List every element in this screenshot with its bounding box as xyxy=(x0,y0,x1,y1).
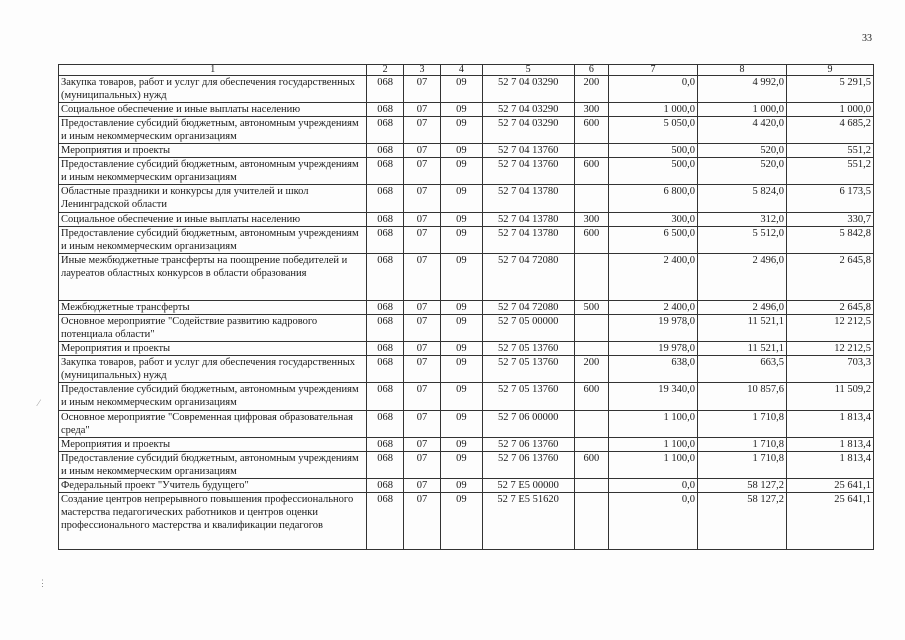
row-amount-col9: 1 813,4 xyxy=(786,452,873,479)
row-ministry-code: 068 xyxy=(367,76,403,103)
row-target-article: 52 7 04 03290 xyxy=(482,103,574,117)
row-subsection: 09 xyxy=(441,356,482,383)
row-amount-col7: 1 100,0 xyxy=(609,452,698,479)
row-amount-col7: 1 100,0 xyxy=(609,411,698,438)
row-name: Мероприятия и проекты xyxy=(59,342,367,356)
row-expense-type xyxy=(574,315,608,342)
row-amount-col7: 0,0 xyxy=(609,493,698,550)
row-name: Предоставление субсидий бюджетным, автономным учреждениям и иным некоммерческим организациям xyxy=(59,117,367,144)
row-subsection: 09 xyxy=(441,479,482,493)
row-target-article: 52 7 04 03290 xyxy=(482,117,574,144)
row-amount-col8: 520,0 xyxy=(698,158,787,185)
row-ministry-code: 068 xyxy=(367,144,403,158)
row-amount-col8: 1 000,0 xyxy=(698,103,787,117)
row-amount-col7: 500,0 xyxy=(609,144,698,158)
row-section: 07 xyxy=(403,103,440,117)
row-subsection: 09 xyxy=(441,158,482,185)
row-amount-col7: 6 800,0 xyxy=(609,185,698,213)
row-subsection: 09 xyxy=(441,213,482,227)
row-amount-col7: 300,0 xyxy=(609,213,698,227)
row-name: Создание центров непрерывного повышения профессионального мастерства педагогических работников и центров оценки профессионального мастерства и квалификации педагогов xyxy=(59,493,367,550)
row-ministry-code: 068 xyxy=(367,493,403,550)
row-target-article: 52 7 04 13760 xyxy=(482,158,574,185)
row-amount-col8: 1 710,8 xyxy=(698,438,787,452)
row-amount-col7: 2 400,0 xyxy=(609,254,698,301)
table-row xyxy=(59,117,874,144)
row-expense-type xyxy=(574,185,608,213)
row-target-article: 52 7 05 13760 xyxy=(482,383,574,411)
row-amount-col8: 4 420,0 xyxy=(698,117,787,144)
row-expense-type xyxy=(574,342,608,356)
row-name: Областные праздники и конкурсы для учителей и школ Ленинградской области xyxy=(59,185,367,213)
table-row xyxy=(59,227,874,254)
row-expense-type: 600 xyxy=(574,452,608,479)
row-subsection: 09 xyxy=(441,383,482,411)
row-name: Социальное обеспечение и иные выплаты населению xyxy=(59,213,367,227)
row-section: 07 xyxy=(403,76,440,103)
row-name: Мероприятия и проекты xyxy=(59,144,367,158)
row-amount-col8: 11 521,1 xyxy=(698,315,787,342)
row-amount-col8: 4 992,0 xyxy=(698,76,787,103)
table-row xyxy=(59,301,874,315)
row-section: 07 xyxy=(403,254,440,301)
row-ministry-code: 068 xyxy=(367,342,403,356)
row-amount-col7: 19 340,0 xyxy=(609,383,698,411)
row-amount-col9: 330,7 xyxy=(786,213,873,227)
row-name: Основное мероприятие "Современная цифровая образовательная среда" xyxy=(59,411,367,438)
row-amount-col9: 5 291,5 xyxy=(786,76,873,103)
row-amount-col7: 0,0 xyxy=(609,76,698,103)
row-expense-type xyxy=(574,479,608,493)
row-target-article: 52 7 04 03290 xyxy=(482,76,574,103)
row-subsection: 09 xyxy=(441,493,482,550)
row-section: 07 xyxy=(403,411,440,438)
row-ministry-code: 068 xyxy=(367,383,403,411)
row-subsection: 09 xyxy=(441,438,482,452)
table-row xyxy=(59,383,874,411)
row-target-article: 52 7 06 00000 xyxy=(482,411,574,438)
table-row xyxy=(59,213,874,227)
row-amount-col8: 1 710,8 xyxy=(698,411,787,438)
row-amount-col7: 5 050,0 xyxy=(609,117,698,144)
row-subsection: 09 xyxy=(441,411,482,438)
row-amount-col7: 1 000,0 xyxy=(609,103,698,117)
row-amount-col8: 5 512,0 xyxy=(698,227,787,254)
row-amount-col8: 312,0 xyxy=(698,213,787,227)
row-expense-type xyxy=(574,144,608,158)
row-ministry-code: 068 xyxy=(367,452,403,479)
row-amount-col8: 11 521,1 xyxy=(698,342,787,356)
row-amount-col9: 25 641,1 xyxy=(786,493,873,550)
row-ministry-code: 068 xyxy=(367,315,403,342)
row-amount-col9: 551,2 xyxy=(786,144,873,158)
row-amount-col9: 2 645,8 xyxy=(786,254,873,301)
row-expense-type: 300 xyxy=(574,103,608,117)
row-section: 07 xyxy=(403,158,440,185)
row-name: Мероприятия и проекты xyxy=(59,438,367,452)
header-row xyxy=(59,65,874,76)
row-target-article: 52 7 04 13780 xyxy=(482,185,574,213)
row-amount-col9: 25 641,1 xyxy=(786,479,873,493)
table-row xyxy=(59,254,874,301)
row-amount-col7: 500,0 xyxy=(609,158,698,185)
row-expense-type xyxy=(574,411,608,438)
row-section: 07 xyxy=(403,356,440,383)
row-target-article: 52 7 05 00000 xyxy=(482,315,574,342)
row-name: Основное мероприятие "Содействие развитию кадрового потенциала области" xyxy=(59,315,367,342)
row-name: Закупка товаров, работ и услуг для обеспечения государственных (муниципальных) нужд xyxy=(59,356,367,383)
row-ministry-code: 068 xyxy=(367,479,403,493)
row-section: 07 xyxy=(403,452,440,479)
table-row xyxy=(59,356,874,383)
row-expense-type xyxy=(574,493,608,550)
row-section: 07 xyxy=(403,213,440,227)
row-subsection: 09 xyxy=(441,254,482,301)
row-target-article: 52 7 04 13780 xyxy=(482,213,574,227)
row-amount-col9: 11 509,2 xyxy=(786,383,873,411)
row-target-article: 52 7 06 13760 xyxy=(482,438,574,452)
column-header: 3 xyxy=(403,65,440,76)
row-amount-col8: 2 496,0 xyxy=(698,301,787,315)
row-expense-type: 600 xyxy=(574,227,608,254)
row-expense-type: 300 xyxy=(574,213,608,227)
row-subsection: 09 xyxy=(441,144,482,158)
row-subsection: 09 xyxy=(441,103,482,117)
row-amount-col8: 2 496,0 xyxy=(698,254,787,301)
row-section: 07 xyxy=(403,493,440,550)
table-row xyxy=(59,315,874,342)
column-header: 6 xyxy=(574,65,608,76)
row-subsection: 09 xyxy=(441,227,482,254)
table-row xyxy=(59,342,874,356)
row-target-article: 52 7 04 72080 xyxy=(482,254,574,301)
row-amount-col7: 638,0 xyxy=(609,356,698,383)
row-ministry-code: 068 xyxy=(367,356,403,383)
table-row xyxy=(59,493,874,550)
row-amount-col9: 551,2 xyxy=(786,158,873,185)
row-expense-type: 200 xyxy=(574,356,608,383)
row-amount-col7: 1 100,0 xyxy=(609,438,698,452)
row-amount-col7: 6 500,0 xyxy=(609,227,698,254)
row-target-article: 52 7 E5 00000 xyxy=(482,479,574,493)
row-ministry-code: 068 xyxy=(367,103,403,117)
column-header: 4 xyxy=(441,65,482,76)
row-name: Предоставление субсидий бюджетным, автономным учреждениям и иным некоммерческим организациям xyxy=(59,452,367,479)
row-name: Федеральный проект "Учитель будущего" xyxy=(59,479,367,493)
margin-scribble: ⁄ xyxy=(38,398,40,408)
table-row xyxy=(59,479,874,493)
row-amount-col9: 703,3 xyxy=(786,356,873,383)
row-subsection: 09 xyxy=(441,117,482,144)
row-expense-type xyxy=(574,254,608,301)
row-name: Иные межбюджетные трансферты на поощрение победителей и лауреатов областных конкурсов в области образования xyxy=(59,254,367,301)
table-row xyxy=(59,103,874,117)
table-row xyxy=(59,411,874,438)
row-expense-type xyxy=(574,438,608,452)
row-section: 07 xyxy=(403,227,440,254)
row-target-article: 52 7 04 72080 xyxy=(482,301,574,315)
row-name: Закупка товаров, работ и услуг для обеспечения государственных (муниципальных) нужд xyxy=(59,76,367,103)
table-row xyxy=(59,158,874,185)
column-header: 8 xyxy=(698,65,787,76)
row-expense-type: 500 xyxy=(574,301,608,315)
row-section: 07 xyxy=(403,383,440,411)
row-amount-col9: 1 000,0 xyxy=(786,103,873,117)
row-subsection: 09 xyxy=(441,452,482,479)
page-number: 33 xyxy=(862,33,872,44)
table-row xyxy=(59,438,874,452)
row-ministry-code: 068 xyxy=(367,254,403,301)
row-section: 07 xyxy=(403,342,440,356)
table-row xyxy=(59,76,874,103)
row-ministry-code: 068 xyxy=(367,117,403,144)
column-header: 5 xyxy=(482,65,574,76)
row-ministry-code: 068 xyxy=(367,438,403,452)
row-target-article: 52 7 E5 51620 xyxy=(482,493,574,550)
table-row xyxy=(59,185,874,213)
row-name: Предоставление субсидий бюджетным, автономным учреждениям и иным некоммерческим организациям xyxy=(59,383,367,411)
table-row xyxy=(59,144,874,158)
row-amount-col8: 663,5 xyxy=(698,356,787,383)
row-target-article: 52 7 05 13760 xyxy=(482,356,574,383)
table-row xyxy=(59,452,874,479)
row-section: 07 xyxy=(403,479,440,493)
row-amount-col8: 1 710,8 xyxy=(698,452,787,479)
row-amount-col9: 4 685,2 xyxy=(786,117,873,144)
row-amount-col9: 1 813,4 xyxy=(786,411,873,438)
row-amount-col9: 2 645,8 xyxy=(786,301,873,315)
row-expense-type: 200 xyxy=(574,76,608,103)
column-header: 7 xyxy=(609,65,698,76)
row-name: Предоставление субсидий бюджетным, автономным учреждениям и иным некоммерческим организациям xyxy=(59,227,367,254)
row-amount-col8: 58 127,2 xyxy=(698,493,787,550)
row-ministry-code: 068 xyxy=(367,301,403,315)
row-section: 07 xyxy=(403,117,440,144)
row-amount-col9: 12 212,5 xyxy=(786,342,873,356)
row-subsection: 09 xyxy=(441,301,482,315)
row-ministry-code: 068 xyxy=(367,213,403,227)
row-amount-col9: 6 173,5 xyxy=(786,185,873,213)
row-target-article: 52 7 04 13780 xyxy=(482,227,574,254)
row-section: 07 xyxy=(403,185,440,213)
row-expense-type: 600 xyxy=(574,383,608,411)
row-section: 07 xyxy=(403,438,440,452)
row-section: 07 xyxy=(403,315,440,342)
row-expense-type: 600 xyxy=(574,117,608,144)
row-amount-col8: 10 857,6 xyxy=(698,383,787,411)
row-amount-col8: 58 127,2 xyxy=(698,479,787,493)
row-ministry-code: 068 xyxy=(367,227,403,254)
row-name: Социальное обеспечение и иные выплаты населению xyxy=(59,103,367,117)
row-amount-col7: 19 978,0 xyxy=(609,315,698,342)
row-amount-col8: 5 824,0 xyxy=(698,185,787,213)
row-subsection: 09 xyxy=(441,342,482,356)
row-subsection: 09 xyxy=(441,315,482,342)
row-target-article: 52 7 05 13760 xyxy=(482,342,574,356)
column-header: 2 xyxy=(367,65,403,76)
row-section: 07 xyxy=(403,301,440,315)
row-amount-col9: 5 842,8 xyxy=(786,227,873,254)
row-name: Предоставление субсидий бюджетным, автономным учреждениям и иным некоммерческим организациям xyxy=(59,158,367,185)
row-expense-type: 600 xyxy=(574,158,608,185)
row-subsection: 09 xyxy=(441,76,482,103)
column-header: 1 xyxy=(59,65,367,76)
column-header: 9 xyxy=(786,65,873,76)
row-amount-col9: 1 813,4 xyxy=(786,438,873,452)
row-amount-col7: 2 400,0 xyxy=(609,301,698,315)
row-subsection: 09 xyxy=(441,185,482,213)
row-amount-col7: 0,0 xyxy=(609,479,698,493)
row-ministry-code: 068 xyxy=(367,158,403,185)
row-amount-col9: 12 212,5 xyxy=(786,315,873,342)
row-ministry-code: 068 xyxy=(367,411,403,438)
margin-scribble: ⋮ xyxy=(38,578,47,588)
row-target-article: 52 7 06 13760 xyxy=(482,452,574,479)
row-target-article: 52 7 04 13760 xyxy=(482,144,574,158)
row-name: Межбюджетные трансферты xyxy=(59,301,367,315)
budget-table xyxy=(58,64,874,550)
row-amount-col8: 520,0 xyxy=(698,144,787,158)
row-ministry-code: 068 xyxy=(367,185,403,213)
row-amount-col7: 19 978,0 xyxy=(609,342,698,356)
row-section: 07 xyxy=(403,144,440,158)
